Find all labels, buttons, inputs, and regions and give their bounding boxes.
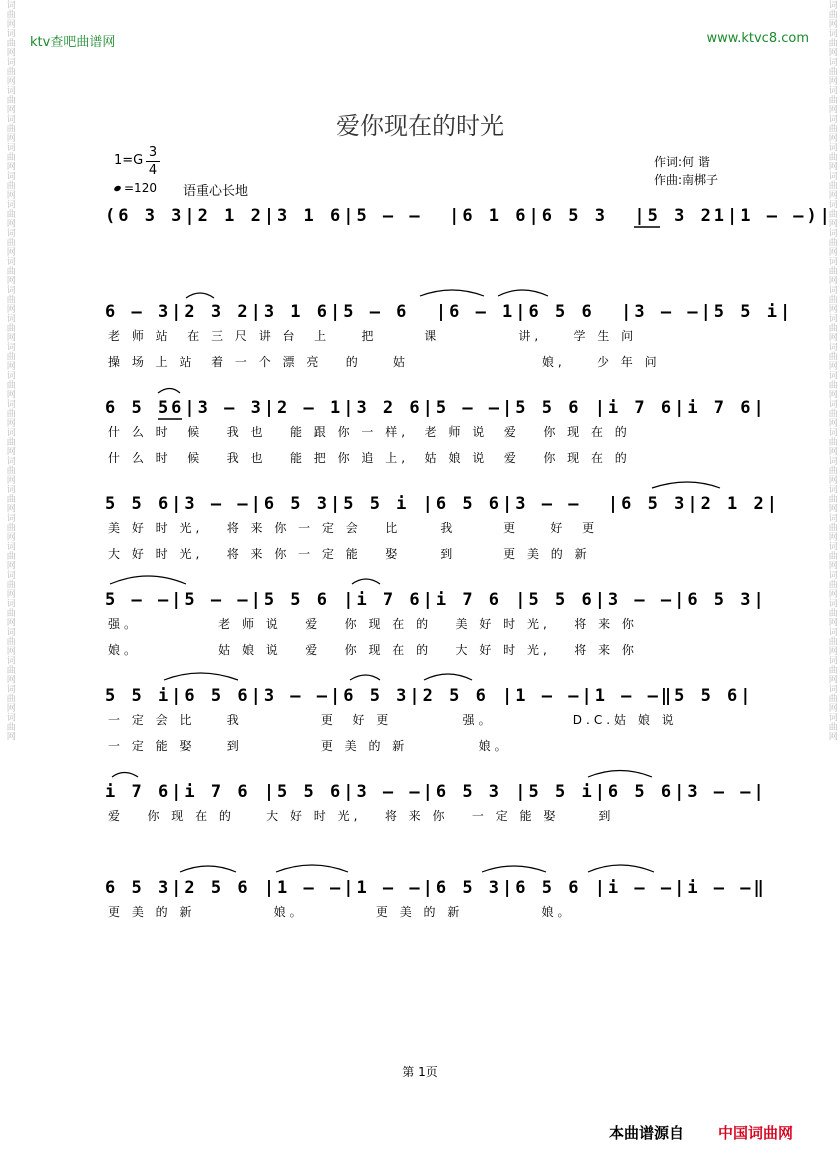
lyric-line7: 爱 你 现 在 的 大 好 时 光, 将 来 你 一 定 能 娶 到 bbox=[108, 809, 615, 823]
source-site-left[interactable]: ktv查吧曲谱网 bbox=[30, 35, 116, 50]
left-watermark-text: 词曲网词曲网词曲网词曲网词曲网词曲网词曲网词曲网词曲网词曲网词曲网词曲网词曲网词曲网词曲网词曲网词曲网词曲网词曲网词曲网词曲网词曲网词曲网词曲网词曲网词曲网 bbox=[4, 0, 15, 741]
lyric-verse2-line2: 操 场 上 站 着 一 个 漂 亮 的 姑 娘, 少 年 问 bbox=[108, 355, 661, 369]
slur bbox=[186, 293, 214, 298]
lyric-verse2-line6: 一 定 能 娶 到 更 美 的 新 娘。 bbox=[108, 739, 511, 753]
notation-row: 6 5 56|3 — 3|2 — 1|3 2 6|5 — —|5 5 6 |i 7 6|i 7 6| bbox=[105, 398, 767, 418]
notation-row: 5 5 i|6 5 6|3 — —|6 5 3|2 5 6 |1 — —|1 — —‖5 5 6| bbox=[105, 686, 754, 706]
lyric-verse1-line4: 美 好 时 光, 将 来 你 一 定 会 比 我 更 好 更 bbox=[108, 521, 599, 535]
time-bottom: 4 bbox=[148, 163, 158, 178]
lyricist-credit: 作词:何 谐 bbox=[654, 155, 710, 169]
lyric-verse2-line4: 大 好 时 光, 将 来 你 一 定 能 娶 到 更 美 的 新 bbox=[108, 547, 591, 561]
song-title: 爱你现在的时光 bbox=[336, 112, 504, 140]
time-top: 3 bbox=[148, 145, 158, 160]
slur bbox=[158, 389, 180, 394]
slur bbox=[164, 673, 238, 680]
lyric-verse1-line3: 什 么 时 候 我 也 能 跟 你 一 样, 老 师 说 爱 你 现 在 的 bbox=[108, 425, 631, 439]
slur bbox=[424, 674, 472, 680]
slur bbox=[276, 865, 348, 872]
slur bbox=[110, 576, 186, 584]
composer-credit: 作曲:南梆子 bbox=[654, 173, 719, 187]
slur bbox=[180, 866, 236, 872]
slur bbox=[420, 290, 484, 296]
lyric-verse1-line2: 老 师 站 在 三 尺 讲 台 上 把 课 讲, 学 生 问 bbox=[108, 329, 638, 343]
key-signature: 1=G bbox=[114, 153, 144, 168]
slur bbox=[482, 866, 546, 872]
notation-row: i 7 6|i 7 6 |5 5 6|3 — —|6 5 3 |5 5 i|6 5 6|3 — —| bbox=[105, 782, 767, 802]
lyric-verse1-line6: 一 定 会 比 我 更 好 更 强。 D.C.姑 娘 说 bbox=[108, 713, 678, 727]
slur bbox=[112, 773, 138, 778]
source-site-right[interactable]: www.ktvc8.com bbox=[706, 31, 809, 46]
lyric-verse2-line5: 娘。 姑 娘 说 爱 你 现 在 的 大 好 时 光, 将 来 你 bbox=[108, 643, 638, 657]
expression-marking: 语重心长地 bbox=[183, 184, 249, 199]
notation-row: 6 5 3|2 5 6 |1 — —|1 — —|6 5 3|6 5 6 |i — —|i — —‖ bbox=[105, 878, 767, 898]
lyric-verse2-line3: 什 么 时 候 我 也 能 把 你 追 上, 姑 娘 说 爱 你 现 在 的 bbox=[108, 451, 631, 465]
tempo-value: =120 bbox=[124, 181, 157, 195]
source-label: 本曲谱源自 bbox=[609, 1124, 685, 1142]
right-watermark-text: 词曲网词曲网词曲网词曲网词曲网词曲网词曲网词曲网词曲网词曲网词曲网词曲网词曲网词曲网词曲网词曲网词曲网词曲网词曲网词曲网词曲网词曲网词曲网词曲网词曲网词曲网 bbox=[826, 0, 837, 741]
slur bbox=[350, 675, 380, 680]
lyric-line8: 更 美 的 新 娘。 更 美 的 新 娘。 bbox=[108, 905, 574, 919]
notation-row: 5 — —|5 — —|5 5 6 |i 7 6|i 7 6 |5 5 6|3 — —|6 5 3| bbox=[105, 590, 767, 610]
notation-row: (6 3 3|2 1 2|3 1 6|5 — — |6 1 6|6 5 3 |5 3 21|1 — —)| bbox=[105, 206, 833, 226]
source-site-link[interactable]: 中国词曲网 bbox=[718, 1124, 794, 1142]
notation-row: 5 5 6|3 — —|6 5 3|5 5 i |6 5 6|3 — — |6 5 3|2 1 2| bbox=[105, 494, 780, 514]
slur bbox=[588, 771, 652, 778]
lyric-verse1-line5: 强。 老 师 说 爱 你 现 在 的 美 好 时 光, 将 来 你 bbox=[108, 617, 638, 631]
slur bbox=[498, 290, 548, 296]
slur bbox=[652, 482, 720, 488]
page-number: 第 1页 bbox=[402, 1065, 438, 1079]
notation-row: 6 — 3|2 3 2|3 1 6|5 — 6 |6 — 1|6 5 6 |3 — —|5 5 i| bbox=[105, 302, 794, 322]
slur bbox=[588, 865, 654, 872]
slur bbox=[352, 579, 380, 584]
